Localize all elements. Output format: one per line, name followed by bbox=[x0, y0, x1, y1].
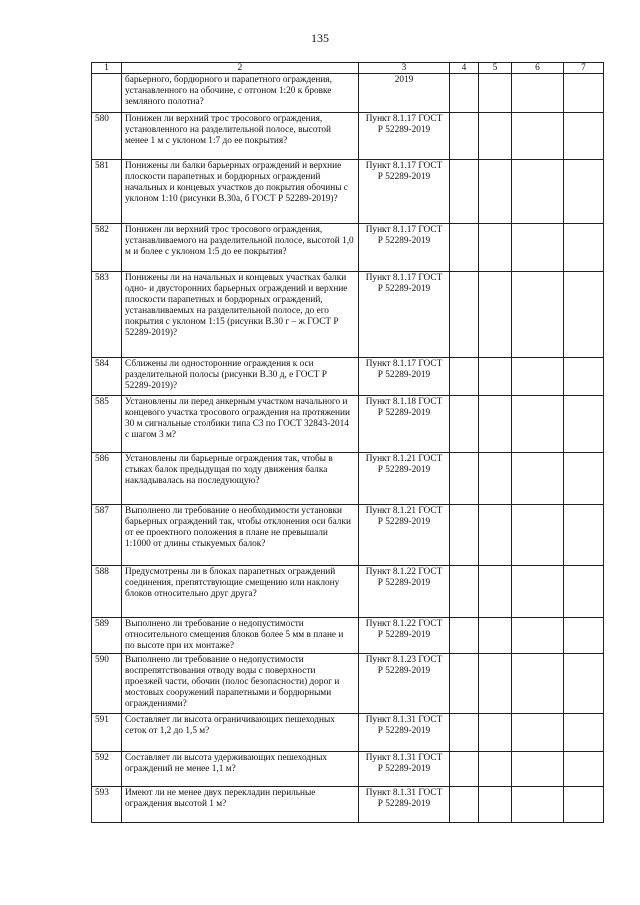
row-question: Понижен ли верхний трос тросового ограждения, установленного на разделительной полосе, высотой менее 1 м с уклоном 1:7 до ее покрытия? bbox=[122, 113, 359, 160]
row-reference: Пункт 8.1.31 ГОСТ Р 52289-2019 bbox=[359, 714, 450, 752]
header-row bbox=[92, 63, 604, 74]
cell-col-7 bbox=[564, 566, 604, 618]
cell-col-7 bbox=[564, 272, 604, 358]
table-row bbox=[92, 654, 604, 714]
table-row bbox=[92, 160, 604, 224]
cell-col-4 bbox=[450, 566, 479, 618]
cell-col-5 bbox=[479, 654, 512, 714]
cell-col-6 bbox=[512, 396, 564, 453]
col-header-5: 5 bbox=[479, 63, 512, 74]
cell-col-7 bbox=[564, 160, 604, 224]
cell-col-6 bbox=[512, 74, 564, 113]
row-number: 581 bbox=[92, 160, 122, 224]
cell-col-5 bbox=[479, 453, 512, 505]
cell-col-4 bbox=[450, 752, 479, 787]
table-row bbox=[92, 74, 604, 113]
table-row bbox=[92, 787, 604, 823]
row-reference: Пункт 8.1.31 ГОСТ Р 52289-2019 bbox=[359, 787, 450, 823]
cell-col-5 bbox=[479, 714, 512, 752]
row-reference: Пункт 8.1.18 ГОСТ Р 52289-2019 bbox=[359, 396, 450, 453]
row-question: Выполнено ли требование о необходимости установки барьерных ограждений так, чтобы отклонения оси балки от ее проектного положения в плане не превышали 1:1000 от длины стыкуемых балок? bbox=[122, 505, 359, 566]
cell-col-5 bbox=[479, 787, 512, 823]
cell-col-6 bbox=[512, 714, 564, 752]
row-question: Установлены ли барьерные ограждения так, чтобы в стыках балок предыдущая по ходу движения балка накладывалась на последующую? bbox=[122, 453, 359, 505]
table-row bbox=[92, 505, 604, 566]
row-number: 582 bbox=[92, 224, 122, 272]
col-header-3: 3 bbox=[359, 63, 450, 74]
row-reference: Пункт 8.1.17 ГОСТ Р 52289-2019 bbox=[359, 113, 450, 160]
row-reference: Пункт 8.1.31 ГОСТ Р 52289-2019 bbox=[359, 752, 450, 787]
row-number: 587 bbox=[92, 505, 122, 566]
table-row bbox=[92, 752, 604, 787]
row-number: 591 bbox=[92, 714, 122, 752]
row-reference: Пункт 8.1.17 ГОСТ Р 52289-2019 bbox=[359, 358, 450, 396]
cell-col-6 bbox=[512, 618, 564, 654]
row-question: Понижен ли верхний трос тросового ограждения, устанавливаемого на разделительной полосе, высотой 1,0 м и более с уклоном 1:5 до ее покрытия? bbox=[122, 224, 359, 272]
col-header-2: 2 bbox=[122, 63, 359, 74]
cell-col-7 bbox=[564, 505, 604, 566]
cell-col-5 bbox=[479, 752, 512, 787]
cell-col-5 bbox=[479, 272, 512, 358]
row-question: Составляет ли высота ограничивающих пешеходных сеток от 1,2 до 1,5 м? bbox=[122, 714, 359, 752]
cell-col-4 bbox=[450, 358, 479, 396]
cell-col-5 bbox=[479, 618, 512, 654]
cell-col-6 bbox=[512, 752, 564, 787]
table-row bbox=[92, 272, 604, 358]
table-row bbox=[92, 224, 604, 272]
table-row bbox=[92, 358, 604, 396]
cell-col-4 bbox=[450, 160, 479, 224]
cell-col-4 bbox=[450, 396, 479, 453]
cell-col-5 bbox=[479, 505, 512, 566]
table-row bbox=[92, 618, 604, 654]
table-row bbox=[92, 113, 604, 160]
cell-col-7 bbox=[564, 453, 604, 505]
cell-col-4 bbox=[450, 654, 479, 714]
cell-col-6 bbox=[512, 224, 564, 272]
cell-col-6 bbox=[512, 358, 564, 396]
table-row bbox=[92, 566, 604, 618]
cell-col-6 bbox=[512, 505, 564, 566]
row-question: Понижены ли на начальных и концевых участках балки одно- и двусторонних барьерных ограждений и верхние плоскости парапетных и бордюрных ограждений, устанавливаемых на разделительной полосе, до его покрытия с уклоном 1:15 (рисунки В.30 г – ж ГОСТ Р 52289-2019)? bbox=[122, 272, 359, 358]
cell-col-5 bbox=[479, 358, 512, 396]
cell-col-4 bbox=[450, 618, 479, 654]
cell-col-4 bbox=[450, 714, 479, 752]
cell-col-5 bbox=[479, 160, 512, 224]
col-header-4: 4 bbox=[450, 63, 479, 74]
cell-col-7 bbox=[564, 714, 604, 752]
cell-col-7 bbox=[564, 396, 604, 453]
row-reference: Пункт 8.1.21 ГОСТ Р 52289-2019 bbox=[359, 453, 450, 505]
cell-col-7 bbox=[564, 224, 604, 272]
col-header-7: 7 bbox=[564, 63, 604, 74]
cell-col-7 bbox=[564, 787, 604, 823]
checklist-table bbox=[91, 62, 604, 823]
cell-col-4 bbox=[450, 505, 479, 566]
cell-col-4 bbox=[450, 224, 479, 272]
cell-col-6 bbox=[512, 272, 564, 358]
col-header-6: 6 bbox=[512, 63, 564, 74]
row-reference: Пункт 8.1.23 ГОСТ Р 52289-2019 bbox=[359, 654, 450, 714]
cell-col-7 bbox=[564, 358, 604, 396]
col-header-1: 1 bbox=[92, 63, 122, 74]
table-row bbox=[92, 714, 604, 752]
cell-col-6 bbox=[512, 453, 564, 505]
row-number: 588 bbox=[92, 566, 122, 618]
row-number: 580 bbox=[92, 113, 122, 160]
row-number: 586 bbox=[92, 453, 122, 505]
row-number: 585 bbox=[92, 396, 122, 453]
cell-col-7 bbox=[564, 113, 604, 160]
row-question: Сближены ли односторонние ограждения к оси разделительной полосы (рисунки В.30 д, е ГОСТ Р 52289-2019)? bbox=[122, 358, 359, 396]
row-question: Составляет ли высота удерживающих пешеходных ограждений не менее 1,1 м? bbox=[122, 752, 359, 787]
row-number: 590 bbox=[92, 654, 122, 714]
cell-col-7 bbox=[564, 752, 604, 787]
cell-col-4 bbox=[450, 113, 479, 160]
row-reference: Пункт 8.1.17 ГОСТ Р 52289-2019 bbox=[359, 160, 450, 224]
row-reference: Пункт 8.1.17 ГОСТ Р 52289-2019 bbox=[359, 224, 450, 272]
cell-col-5 bbox=[479, 396, 512, 453]
cell-col-6 bbox=[512, 160, 564, 224]
cell-col-6 bbox=[512, 654, 564, 714]
cell-col-5 bbox=[479, 224, 512, 272]
cell-col-7 bbox=[564, 618, 604, 654]
row-reference: Пункт 8.1.22 ГОСТ Р 52289-2019 bbox=[359, 618, 450, 654]
cell-col-4 bbox=[450, 787, 479, 823]
row-reference: Пункт 8.1.17 ГОСТ Р 52289-2019 bbox=[359, 272, 450, 358]
row-number: 593 bbox=[92, 787, 122, 823]
row-number: 584 bbox=[92, 358, 122, 396]
cell-col-4 bbox=[450, 272, 479, 358]
row-question: Выполнено ли требование о недопустимости относительного смещения блоков более 5 мм в плане и по высоте при их монтаже? bbox=[122, 618, 359, 654]
cell-col-7 bbox=[564, 74, 604, 113]
cell-col-7 bbox=[564, 654, 604, 714]
cell-col-6 bbox=[512, 566, 564, 618]
page-number: 135 bbox=[311, 31, 329, 45]
cell-col-6 bbox=[512, 113, 564, 160]
cell-col-5 bbox=[479, 74, 512, 113]
cell-col-4 bbox=[450, 453, 479, 505]
row-question: Установлены ли перед анкерным участком начального и концевого участка тросового ограждения на протяжении 30 м сигнальные столбики типа С3 по ГОСТ 32843-2014 с шагом 3 м? bbox=[122, 396, 359, 453]
table-row bbox=[92, 453, 604, 505]
row-reference: 2019 bbox=[359, 74, 450, 113]
row-number bbox=[92, 74, 122, 113]
row-question: барьерного, бордюрного и парапетного ограждения, устанавленного на обочине, с отгоном 1:20 к бровке земляного полотна? bbox=[122, 74, 359, 113]
row-reference: Пункт 8.1.21 ГОСТ Р 52289-2019 bbox=[359, 505, 450, 566]
cell-col-5 bbox=[479, 113, 512, 160]
row-question: Имеют ли не менее двух перекладин перильные ограждения высотой 1 м? bbox=[122, 787, 359, 823]
row-question: Выполнено ли требование о недопустимости воспрепятствования отводу воды с поверхности проезжей части, обочин (полос безопасности) дорог и мостовых сооружений парапетными и бордюрными ограждениями? bbox=[122, 654, 359, 714]
row-question: Предусмотрены ли в блоках парапетных ограждений соединения, препятствующие смещению или наклону блоков относительно друг друга? bbox=[122, 566, 359, 618]
row-number: 589 bbox=[92, 618, 122, 654]
table-row bbox=[92, 396, 604, 453]
cell-col-5 bbox=[479, 566, 512, 618]
row-reference: Пункт 8.1.22 ГОСТ Р 52289-2019 bbox=[359, 566, 450, 618]
row-number: 583 bbox=[92, 272, 122, 358]
cell-col-4 bbox=[450, 74, 479, 113]
row-number: 592 bbox=[92, 752, 122, 787]
cell-col-6 bbox=[512, 787, 564, 823]
row-question: Понижены ли балки барьерных ограждений и верхние плоскости парапетных и бордюрных ограждений начальных и концевых участков до покрытия обочины с уклоном 1:10 (рисунки В.30а, б ГОСТ Р 52289-2019)? bbox=[122, 160, 359, 224]
